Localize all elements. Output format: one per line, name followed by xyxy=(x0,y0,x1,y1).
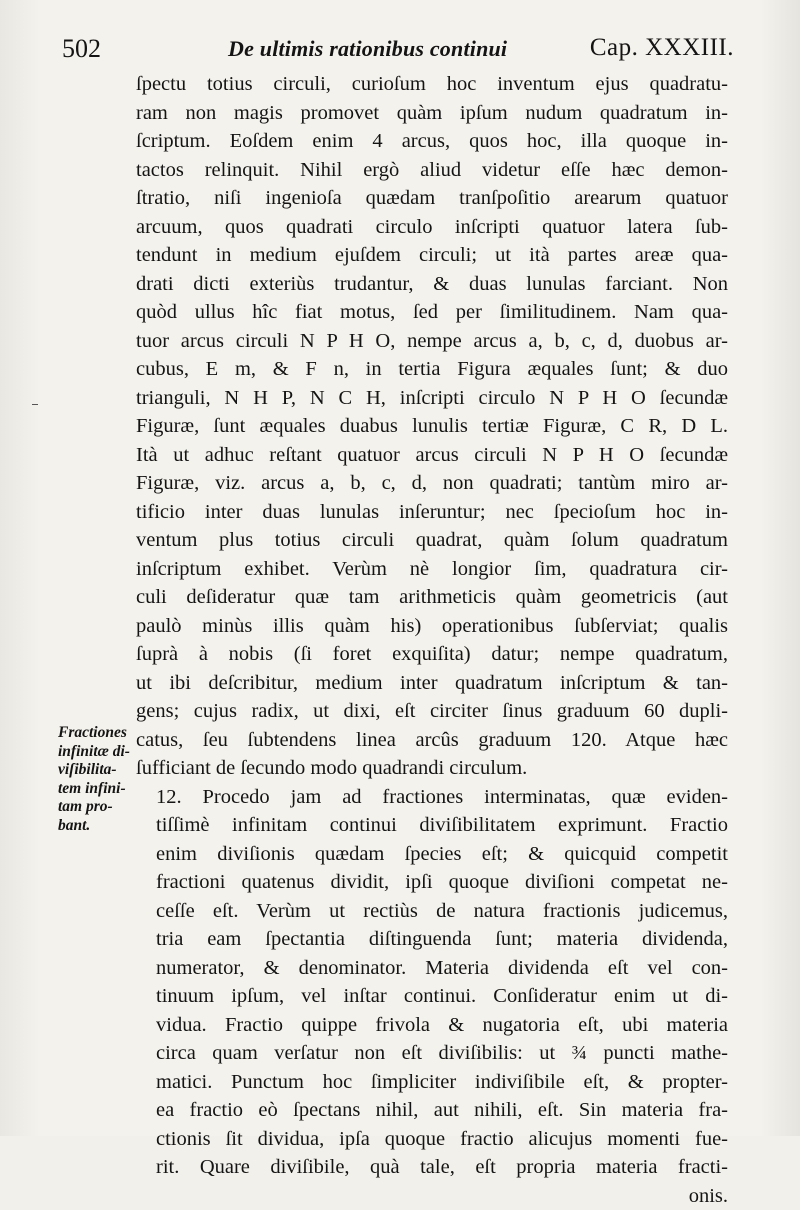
text-line: tinuum ipſum, vel inſtar continui. Conſideratur enim ut di- xyxy=(156,982,728,1011)
text-line: ea fractio eò ſpectans nihil, aut nihili, eſt. Sin materia fra- xyxy=(156,1096,728,1125)
text-line: tendunt in medium ejuſdem circuli; ut ità partes areæ qua- xyxy=(136,241,728,270)
text-line: catus, ſeu ſubtendens linea arcûs graduum 120. Atque hæc xyxy=(136,726,728,755)
text-line: trianguli, N H P, N C H, inſcripti circulo N P H O ſecundæ xyxy=(136,384,728,413)
text-line: tificio inter duas lunulas inſeruntur; nec ſpecioſum hoc in- xyxy=(136,498,728,527)
text-line: tuor arcus circuli N P H O, nempe arcus a, b, c, d, duobus ar- xyxy=(136,327,728,356)
text-line: inſcriptum exhibet. Verùm nè longior ſim, quadratura cir- xyxy=(136,555,728,584)
text-line: tria eam ſpectantia diſtinguenda ſunt; materia dividenda, xyxy=(156,925,728,954)
marginal-note-line: infinitæ di- xyxy=(58,743,148,762)
text-line: ventum plus totius circuli quadrat, quàm ſolum quadratum xyxy=(136,526,728,555)
text-line: Ità ut adhuc reſtant quatuor arcus circuli N P H O ſecundæ xyxy=(136,441,728,470)
catchword-line: onis. xyxy=(136,1182,728,1210)
text-line: gens; cujus radix, ut dixi, eſt circiter ſinus graduum 60 dupli- xyxy=(136,697,728,726)
marginal-note xyxy=(58,724,148,836)
text-line: rit. Quare diviſibile, quà tale, eſt propria materia fracti- xyxy=(156,1153,728,1182)
page-number: 502 xyxy=(62,34,101,64)
text-line: ram non magis promovet quàm ipſum nudum quadratum in- xyxy=(136,99,728,128)
text-line: tactos relinquit. Nihil ergò aliud videtur eſſe hæc demon- xyxy=(136,156,728,185)
text-line: circa quam verſatur non eſt diviſibilis: ut ¾ puncti mathe- xyxy=(156,1039,728,1068)
text-line: arcuum, quos quadrati circulo inſcripti quatuor latera ſub- xyxy=(136,213,728,242)
text-line: culi deſideratur quæ tam arithmeticis quàm geometricis (aut xyxy=(136,583,728,612)
text-line: ſufficiant de ſecundo modo quadrandi circulum. xyxy=(136,754,728,783)
text-line: paulò minùs illis quàm his) operationibus ſubſerviat; qualis xyxy=(136,612,728,641)
text-line: ſcriptum. Eoſdem enim 4 arcus, quos hoc, illa quoque in- xyxy=(136,127,728,156)
margin-tick xyxy=(32,404,38,405)
marginal-note-line: Fractiones xyxy=(58,724,148,743)
text-line: numerator, & denominator. Materia dividenda eſt vel con- xyxy=(156,954,728,983)
text-line: ut ibi deſcribitur, medium inter quadratum inſcriptum & tan- xyxy=(136,669,728,698)
text-line: Figuræ, viz. arcus a, b, c, d, non quadrati; tantùm miro ar- xyxy=(136,469,728,498)
marginal-note-line: viſibilita- xyxy=(58,761,148,780)
marginal-note-line: tem infini- xyxy=(58,780,148,799)
page-header xyxy=(62,32,734,66)
text-line: ctionis ſit dividua, ipſa quoque fractio alicujus momenti fue- xyxy=(156,1125,728,1154)
text-line: ſuprà à nobis (ſi foret exquiſita) datur; nempe quadratum, xyxy=(136,640,728,669)
text-line: cubus, E m, & F n, in tertia Figura æquales ſunt; & duo xyxy=(136,355,728,384)
main-text-block xyxy=(136,70,728,1210)
text-line: tiſſimè infinitam continui diviſibilitatem exprimunt. Fractio xyxy=(156,811,728,840)
text-line: drati dicti exteriùs trudantur, & duas lunulas farciant. Non xyxy=(136,270,728,299)
text-line: ſtratio, niſi ingenioſa quædam tranſpoſitio arearum quatuor xyxy=(136,184,728,213)
running-title: De ultimis rationibus continui xyxy=(228,36,507,62)
text-line: enim diviſionis quædam ſpecies eſt; & quicquid competit xyxy=(156,840,728,869)
text-line: quòd ullus hîc fiat motus, ſed per ſimilitudinem. Nam qua- xyxy=(136,298,728,327)
text-line: ſpectu totius circuli, curioſum hoc inventum ejus quadratu- xyxy=(136,70,728,99)
text-line: ceſſe eſt. Verùm ut rectiùs de natura fractionis judicemus, xyxy=(156,897,728,926)
text-line: fractioni quatenus dividit, ipſi quoque diviſioni competat ne- xyxy=(156,868,728,897)
marginal-note-line: bant. xyxy=(58,817,148,836)
chapter-heading: Cap. XXXIII. xyxy=(590,34,734,62)
text-line: Figuræ, ſunt æquales duabus lunulis tertiæ Figuræ, C R, D L. xyxy=(136,412,728,441)
paragraph-start-line: 12. Procedo jam ad fractiones interminatas, quæ eviden- xyxy=(156,783,728,812)
text-line: matici. Punctum hoc ſimpliciter indiviſibile eſt, & propter- xyxy=(156,1068,728,1097)
marginal-note-line: tam pro- xyxy=(58,798,148,817)
text-line: vidua. Fractio quippe frivola & nugatoria eſt, ubi materia xyxy=(156,1011,728,1040)
